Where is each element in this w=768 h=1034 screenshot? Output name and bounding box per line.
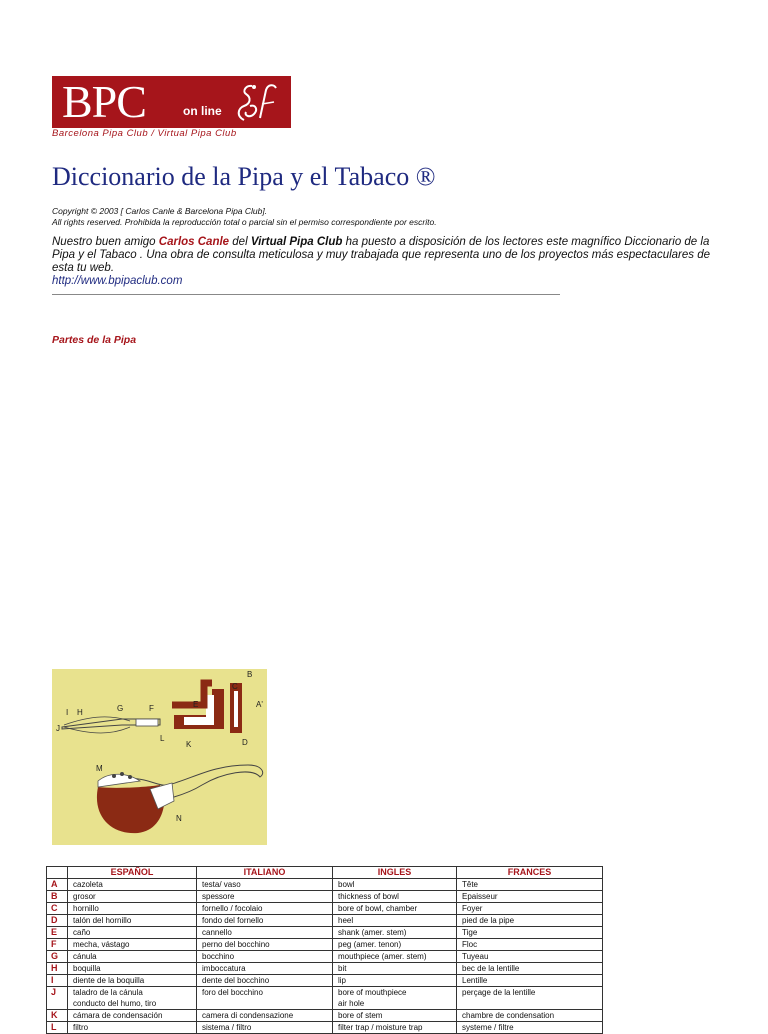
cell-en: heel	[333, 915, 457, 927]
cell-fr: Tige	[457, 927, 603, 939]
rights-line: All rights reserved. Prohibida la reproducción total o parcial sin el permiso correspondiente por escrito.	[52, 217, 437, 227]
cell-en: shank (amer. stem)	[333, 927, 457, 939]
cell-it: cannello	[197, 927, 333, 939]
cell-es: talón del hornillo	[68, 915, 197, 927]
table-row	[47, 1010, 603, 1022]
svg-text:N: N	[176, 814, 182, 823]
row-key: B	[47, 891, 68, 903]
table-row	[47, 1022, 603, 1034]
table-row	[47, 915, 603, 927]
cell-fr: Tête	[457, 879, 603, 891]
row-key: D	[47, 915, 68, 927]
cell-it: spessore	[197, 891, 333, 903]
table-row	[47, 891, 603, 903]
table-row	[47, 963, 603, 975]
logo-online-text: on line	[183, 104, 222, 118]
club-name: Virtual Pipa Club	[250, 236, 343, 248]
cell-fr: Epaisseur	[457, 891, 603, 903]
intro-paragraph	[52, 236, 717, 288]
table-row	[47, 987, 603, 1010]
cell-fr: Floc	[457, 939, 603, 951]
cell-es: cámara de condensación	[68, 1010, 197, 1022]
column-header-italiano: ITALIANO	[197, 867, 333, 879]
logo-subtitle: Barcelona Pipa Club / Virtual Pipa Club	[52, 128, 237, 139]
cell-es-line: taladro de la cánula	[73, 988, 143, 997]
pipe-parts-table	[46, 866, 603, 1034]
row-key: I	[47, 975, 68, 987]
author-name: Carlos Canle	[158, 236, 230, 248]
cell-it: perno del bocchino	[197, 939, 333, 951]
row-key: H	[47, 963, 68, 975]
cell-en: bore of stem	[333, 1010, 457, 1022]
row-key: J	[47, 987, 68, 1010]
pipe-parts-diagram	[52, 669, 267, 845]
svg-text:C: C	[232, 682, 238, 691]
club-link[interactable]: http://www.bpipaclub.com	[52, 275, 183, 287]
cell-it: camera di condensazione	[197, 1010, 333, 1022]
intro-text: Nuestro buen amigo	[52, 236, 159, 248]
cell-en: mouthpiece (amer. stem)	[333, 951, 457, 963]
svg-text:A': A'	[256, 700, 263, 709]
cell-fr: Lentille	[457, 975, 603, 987]
intro-text: del	[229, 236, 251, 248]
svg-text:H: H	[77, 708, 83, 717]
cell-fr: bec de la lentille	[457, 963, 603, 975]
cell-es: hornillo	[68, 903, 197, 915]
svg-text:G: G	[117, 704, 124, 713]
cell-en-line: air hole	[338, 999, 365, 1008]
cell-en: filter trap / moisture trap	[333, 1022, 457, 1034]
copyright-line: Copyright © 2003 [ Carlos Canle & Barcelona Pipa Club].	[52, 206, 268, 216]
table-row	[47, 975, 603, 987]
svg-text:D: D	[242, 738, 248, 747]
column-header-ingles: INGLES	[333, 867, 457, 879]
cell-en: bore of bowl, chamber	[333, 903, 457, 915]
cell-es: filtro	[68, 1022, 197, 1034]
divider	[52, 294, 560, 295]
cell-en: lip	[333, 975, 457, 987]
cell-fr: perçage de la lentille	[457, 987, 603, 1010]
pipe-smoke-icon	[230, 80, 288, 126]
svg-text:F: F	[149, 704, 154, 713]
cell-fr: systeme / filtre	[457, 1022, 603, 1034]
svg-text:K: K	[186, 740, 192, 749]
svg-text:E: E	[193, 700, 199, 709]
cell-it: testa/ vaso	[197, 879, 333, 891]
table-row	[47, 951, 603, 963]
intro-text: ha puesto a disposición de los lectores este magnífico Diccionario de la Pipa y el Tabaco . Una obra de consulta meticulosa y muy trabajada que representa uno de los proyectos más espectaculares de esta tu web.	[52, 236, 711, 274]
cell-es: mecha, vástago	[68, 939, 197, 951]
logo-text: BPC	[62, 76, 146, 127]
cell-es: cánula	[68, 951, 197, 963]
bpc-logo[interactable]	[52, 76, 291, 128]
column-header-frances: FRANCES	[457, 867, 603, 879]
cell-es-line: conducto del humo, tiro	[73, 999, 157, 1008]
cell-en: thickness of bowl	[333, 891, 457, 903]
cell-es: grosor	[68, 891, 197, 903]
cell-es: cazoleta	[68, 879, 197, 891]
cell-it: foro del bocchino	[197, 987, 333, 1010]
cell-en: bowl	[333, 879, 457, 891]
cell-it: fondo del fornello	[197, 915, 333, 927]
row-key: L	[47, 1022, 68, 1034]
cell-it: fornello / focolaio	[197, 903, 333, 915]
row-key: F	[47, 939, 68, 951]
svg-text:M: M	[96, 764, 103, 773]
column-header-key	[47, 867, 68, 879]
row-key: A	[47, 879, 68, 891]
cell-es: diente de la boquilla	[68, 975, 197, 987]
cell-fr: pied de la pipe	[457, 915, 603, 927]
svg-text:B: B	[247, 670, 253, 679]
cell-es: boquilla	[68, 963, 197, 975]
table-header-row	[47, 867, 603, 879]
section-title: Partes de la Pipa	[52, 334, 137, 346]
row-key: C	[47, 903, 68, 915]
row-key: G	[47, 951, 68, 963]
cell-en	[333, 987, 457, 1010]
pipe-diagram-svg	[52, 669, 267, 845]
table-row	[47, 927, 603, 939]
cell-it: bocchino	[197, 951, 333, 963]
svg-text:J: J	[56, 724, 60, 733]
row-key: E	[47, 927, 68, 939]
cell-es	[68, 987, 197, 1010]
cell-fr: Foyer	[457, 903, 603, 915]
table-row	[47, 879, 603, 891]
cell-it: dente del bocchino	[197, 975, 333, 987]
row-key: K	[47, 1010, 68, 1022]
cell-fr: Tuyeau	[457, 951, 603, 963]
table-row	[47, 903, 603, 915]
cell-it: sistema / filtro	[197, 1022, 333, 1034]
svg-text:I: I	[66, 708, 69, 717]
cell-es: caño	[68, 927, 197, 939]
cell-en-line: bore of mouthpiece	[338, 988, 407, 997]
table-row	[47, 939, 603, 951]
cell-en: peg (amer. tenon)	[333, 939, 457, 951]
column-header-espanol: ESPAÑOL	[68, 867, 197, 879]
copyright-notice	[52, 206, 437, 228]
page-title: Diccionario de la Pipa y el Tabaco ®	[52, 162, 436, 191]
svg-text:L: L	[160, 734, 165, 743]
cell-en: bit	[333, 963, 457, 975]
cell-fr: chambre de condensation	[457, 1010, 603, 1022]
cell-it: imboccatura	[197, 963, 333, 975]
